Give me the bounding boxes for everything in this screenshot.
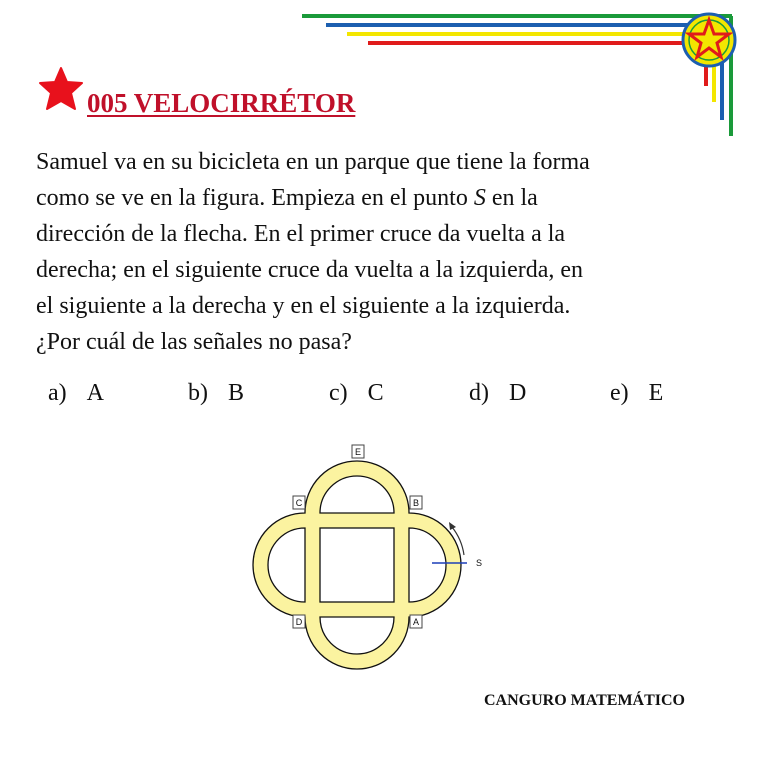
header-decoration: [0, 0, 757, 150]
option-c: c) C: [329, 380, 384, 406]
problem-line-1: Samuel va en su bicicleta en un parque que tiene la forma: [36, 149, 590, 175]
sign-a: A: [412, 617, 420, 627]
point-s-label: S: [473, 185, 486, 211]
sign-e: E: [354, 447, 362, 457]
problem-line-2: como se ve en la figura. Empieza en el punto S en la: [36, 185, 538, 211]
star-icon: [38, 66, 84, 112]
park-diagram: [250, 435, 490, 670]
option-b: b) B: [188, 380, 245, 406]
canguro-logo-icon: [683, 14, 735, 66]
problem-line-3: dirección de la flecha. En el primer cruce da vuelta a la: [36, 221, 566, 247]
option-d: d) D: [469, 380, 527, 406]
problem-line-6: ¿Por cuál de las señales no pasa?: [36, 329, 352, 355]
problem-line-4: derecha; en el siguiente cruce da vuelta a la izquierda, en: [36, 257, 584, 283]
answer-options: [48, 380, 688, 412]
sign-b: B: [412, 498, 420, 508]
option-a: a) A: [48, 380, 104, 406]
sign-d: D: [295, 617, 303, 627]
direction-arrow-icon: [449, 522, 456, 530]
page-title: 005 VELOCIRRÉTOR: [87, 88, 356, 118]
problem-line-5: el siguiente a la derecha y en el siguiente a la izquierda.: [36, 293, 571, 319]
point-s: S: [476, 558, 483, 568]
option-e: e) E: [610, 380, 664, 406]
sign-c: C: [295, 498, 303, 508]
hole-center: [320, 528, 394, 602]
problem-text: [36, 144, 686, 360]
footer-text: CANGURO MATEMÁTICO: [483, 692, 685, 709]
